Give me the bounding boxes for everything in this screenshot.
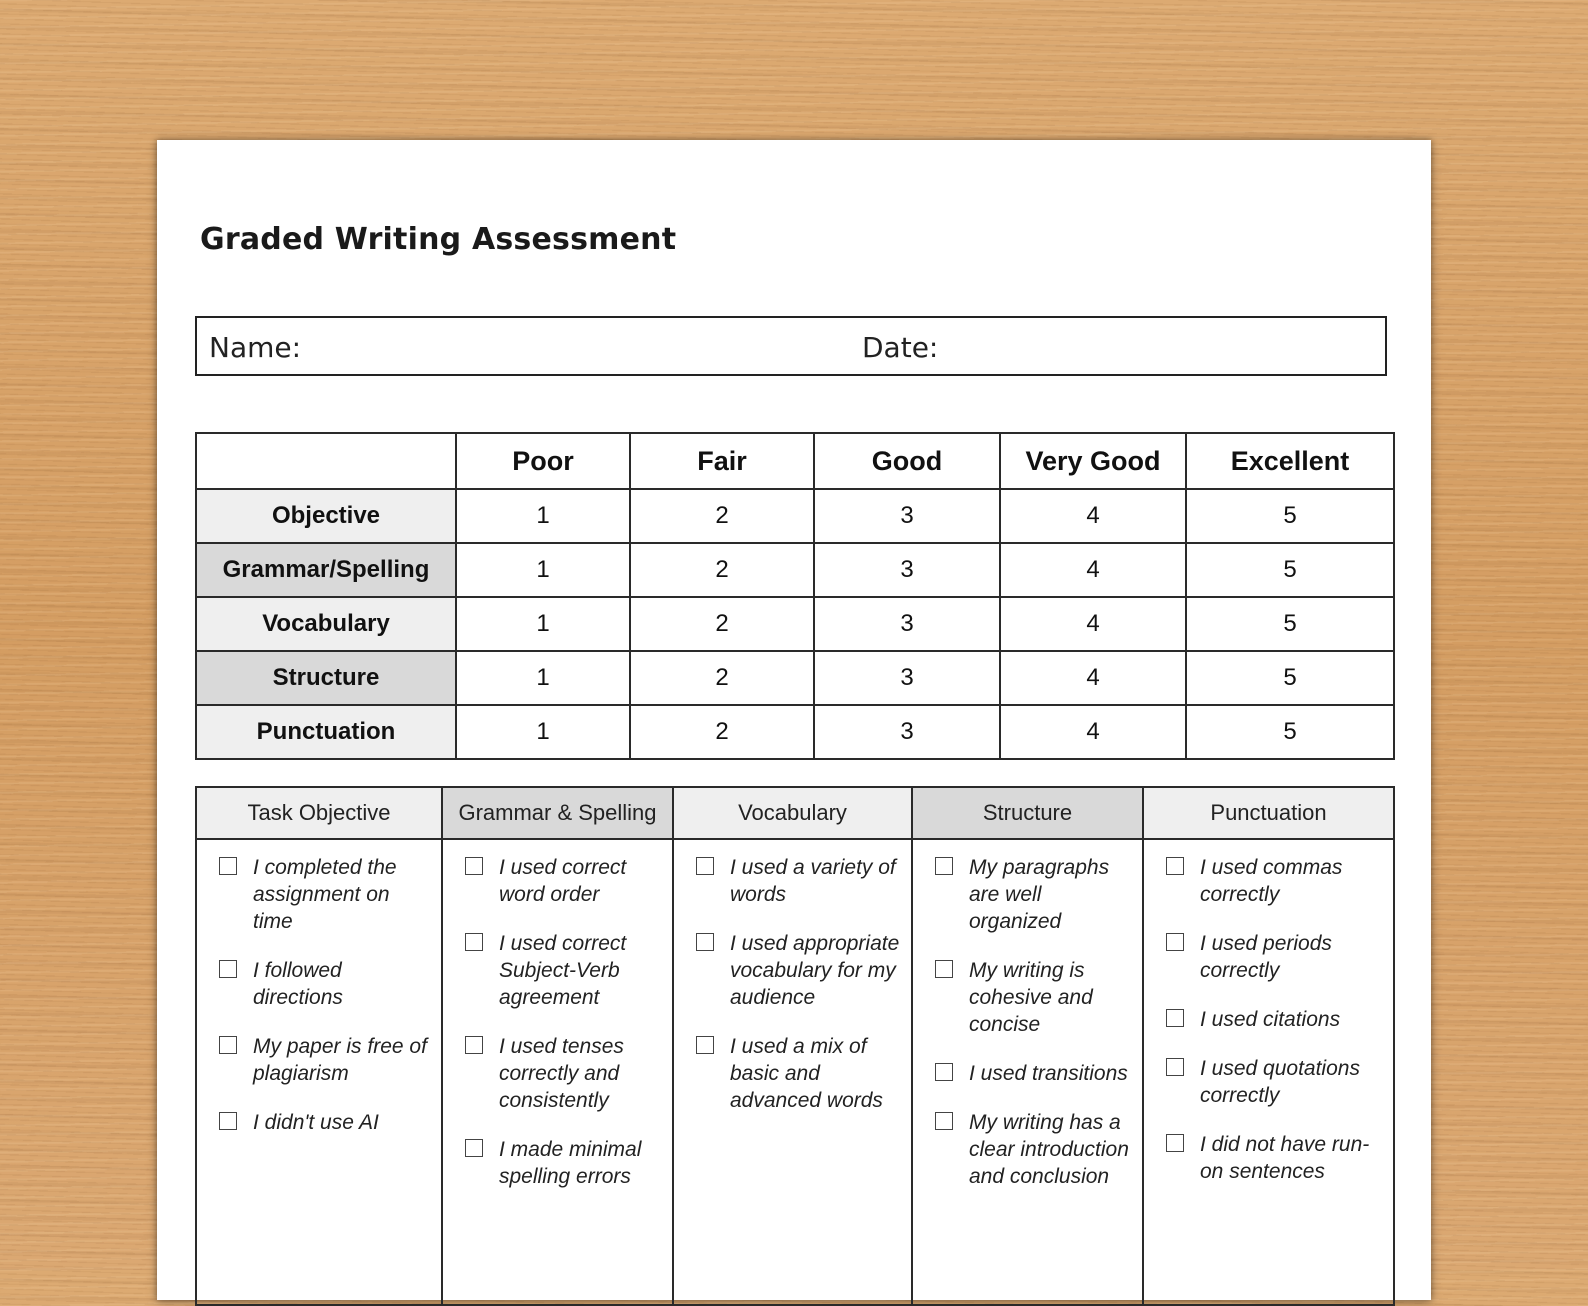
name-label: Name: bbox=[209, 331, 302, 364]
checklist-item[interactable] bbox=[219, 854, 431, 935]
checklist-item[interactable] bbox=[219, 1033, 431, 1087]
row-label: Grammar/Spelling bbox=[196, 543, 456, 597]
checkbox[interactable] bbox=[219, 960, 237, 978]
checkbox[interactable] bbox=[465, 933, 483, 951]
checklist-item[interactable] bbox=[935, 957, 1132, 1038]
checklist-header-grammar-spelling: Grammar & Spelling bbox=[442, 787, 673, 839]
score-cell[interactable]: 1 bbox=[456, 651, 630, 705]
checklist-column-punctuation bbox=[1143, 839, 1394, 1305]
checkbox[interactable] bbox=[1166, 1058, 1184, 1076]
checklist-item[interactable] bbox=[935, 1109, 1132, 1190]
checkbox[interactable] bbox=[1166, 1009, 1184, 1027]
checklist-column-structure bbox=[912, 839, 1143, 1305]
checkbox[interactable] bbox=[696, 857, 714, 875]
score-cell[interactable]: 2 bbox=[630, 489, 814, 543]
checklist-item[interactable] bbox=[219, 1109, 431, 1136]
checkbox[interactable] bbox=[696, 933, 714, 951]
score-cell[interactable]: 2 bbox=[630, 597, 814, 651]
checklist-item-text: My writing is cohesive and concise bbox=[969, 959, 1093, 1036]
checklist-item[interactable] bbox=[1166, 1006, 1383, 1033]
checklist-item[interactable] bbox=[1166, 854, 1383, 908]
checklist-item-text: My paper is free of plagiarism bbox=[253, 1035, 427, 1085]
checklist-header-row bbox=[196, 787, 1394, 839]
checkbox[interactable] bbox=[1166, 857, 1184, 875]
checklist-item-text: I used transitions bbox=[969, 1062, 1128, 1085]
document-title: Graded Writing Assessment bbox=[200, 222, 677, 257]
score-row-objective bbox=[196, 489, 1394, 543]
name-date-field[interactable] bbox=[195, 316, 1387, 376]
score-table bbox=[195, 432, 1395, 760]
checklist-header-task-objective: Task Objective bbox=[196, 787, 442, 839]
checklist-item-text: I used a variety of words bbox=[730, 856, 896, 906]
score-cell[interactable]: 2 bbox=[630, 705, 814, 759]
score-cell[interactable]: 1 bbox=[456, 597, 630, 651]
checklist-item-text: I followed directions bbox=[253, 959, 343, 1009]
checkbox[interactable] bbox=[935, 1112, 953, 1130]
score-cell[interactable]: 4 bbox=[1000, 489, 1186, 543]
checklist-item[interactable] bbox=[465, 1033, 662, 1114]
score-cell[interactable]: 4 bbox=[1000, 543, 1186, 597]
checkbox[interactable] bbox=[696, 1036, 714, 1054]
checkbox[interactable] bbox=[1166, 933, 1184, 951]
checklist-body-row bbox=[196, 839, 1394, 1305]
checkbox[interactable] bbox=[935, 1063, 953, 1081]
checklist-item[interactable] bbox=[1166, 1055, 1383, 1109]
checklist-item-text: I didn't use AI bbox=[253, 1111, 379, 1134]
checkbox[interactable] bbox=[935, 960, 953, 978]
score-cell[interactable]: 5 bbox=[1186, 543, 1394, 597]
score-cell[interactable]: 2 bbox=[630, 651, 814, 705]
checklist-item[interactable] bbox=[465, 854, 662, 908]
score-row-grammar-spelling bbox=[196, 543, 1394, 597]
checklist-item-text: I used a mix of basic and advanced words bbox=[730, 1035, 883, 1112]
checklist-item[interactable] bbox=[465, 1136, 662, 1190]
score-header-very-good: Very Good bbox=[1000, 433, 1186, 489]
score-cell[interactable]: 5 bbox=[1186, 597, 1394, 651]
assessment-sheet bbox=[157, 140, 1431, 1300]
score-cell[interactable]: 3 bbox=[814, 705, 1000, 759]
checklist-item-text: I used citations bbox=[1200, 1008, 1341, 1031]
checklist-item-text: I used tenses correctly and consistently bbox=[499, 1035, 624, 1112]
score-cell[interactable]: 3 bbox=[814, 651, 1000, 705]
checklist-item[interactable] bbox=[465, 930, 662, 1011]
checklist-item-text: My paragraphs are well organized bbox=[969, 856, 1110, 933]
score-row-vocabulary bbox=[196, 597, 1394, 651]
checklist-column-vocabulary bbox=[673, 839, 912, 1305]
row-label: Structure bbox=[196, 651, 456, 705]
checklist-item-text: I used commas correctly bbox=[1200, 856, 1343, 906]
score-header-excellent: Excellent bbox=[1186, 433, 1394, 489]
checklist-item[interactable] bbox=[1166, 1131, 1383, 1185]
row-label: Vocabulary bbox=[196, 597, 456, 651]
score-cell[interactable]: 3 bbox=[814, 597, 1000, 651]
score-cell[interactable]: 5 bbox=[1186, 489, 1394, 543]
checkbox[interactable] bbox=[219, 857, 237, 875]
row-label: Objective bbox=[196, 489, 456, 543]
checkbox[interactable] bbox=[219, 1036, 237, 1054]
checkbox[interactable] bbox=[465, 1036, 483, 1054]
checklist-header-structure: Structure bbox=[912, 787, 1143, 839]
checklist-item-text: I did not have run-on sentences bbox=[1200, 1133, 1370, 1183]
checklist-column-grammar-spelling bbox=[442, 839, 673, 1305]
checklist-item-text: I used periods correctly bbox=[1200, 932, 1332, 982]
score-cell[interactable]: 4 bbox=[1000, 597, 1186, 651]
checkbox[interactable] bbox=[935, 857, 953, 875]
score-row-structure bbox=[196, 651, 1394, 705]
checklist-item[interactable] bbox=[935, 854, 1132, 935]
self-check-table bbox=[195, 786, 1395, 1306]
checklist-header-punctuation: Punctuation bbox=[1143, 787, 1394, 839]
row-label: Punctuation bbox=[196, 705, 456, 759]
checklist-item-text: I used correct word order bbox=[499, 856, 627, 906]
score-cell[interactable]: 1 bbox=[456, 705, 630, 759]
checklist-item[interactable] bbox=[935, 1060, 1132, 1087]
score-cell[interactable]: 1 bbox=[456, 489, 630, 543]
checklist-item-text: I completed the assignment on time bbox=[253, 856, 397, 933]
score-cell[interactable]: 2 bbox=[630, 543, 814, 597]
score-cell[interactable]: 4 bbox=[1000, 651, 1186, 705]
score-header-good: Good bbox=[814, 433, 1000, 489]
checklist-item-text: My writing has a clear introduction and conclusion bbox=[969, 1111, 1129, 1188]
checklist-item[interactable] bbox=[696, 1033, 901, 1114]
score-cell[interactable]: 5 bbox=[1186, 651, 1394, 705]
score-cell[interactable]: 3 bbox=[814, 543, 1000, 597]
checkbox[interactable] bbox=[1166, 1134, 1184, 1152]
score-header-row bbox=[196, 433, 1394, 489]
checklist-item-text: I used appropriate vocabulary for my audience bbox=[730, 932, 900, 1009]
checklist-header-vocabulary: Vocabulary bbox=[673, 787, 912, 839]
score-cell[interactable]: 5 bbox=[1186, 705, 1394, 759]
checklist-item[interactable] bbox=[696, 930, 901, 1011]
checklist-item-text: I used correct Subject-Verb agreement bbox=[499, 932, 627, 1009]
checklist-item-text: I made minimal spelling errors bbox=[499, 1138, 642, 1188]
checkbox[interactable] bbox=[465, 857, 483, 875]
checklist-item[interactable] bbox=[219, 957, 431, 1011]
score-header-fair: Fair bbox=[630, 433, 814, 489]
score-cell[interactable]: 1 bbox=[456, 543, 630, 597]
score-cell[interactable]: 4 bbox=[1000, 705, 1186, 759]
checklist-item[interactable] bbox=[696, 854, 901, 908]
score-row-punctuation bbox=[196, 705, 1394, 759]
checklist-item-text: I used quotations correctly bbox=[1200, 1057, 1360, 1107]
checklist-column-task-objective bbox=[196, 839, 442, 1305]
score-corner-cell bbox=[196, 433, 456, 489]
score-cell[interactable]: 3 bbox=[814, 489, 1000, 543]
checklist-item[interactable] bbox=[1166, 930, 1383, 984]
score-header-poor: Poor bbox=[456, 433, 630, 489]
checkbox[interactable] bbox=[219, 1112, 237, 1130]
date-label: Date: bbox=[862, 331, 939, 364]
checkbox[interactable] bbox=[465, 1139, 483, 1157]
